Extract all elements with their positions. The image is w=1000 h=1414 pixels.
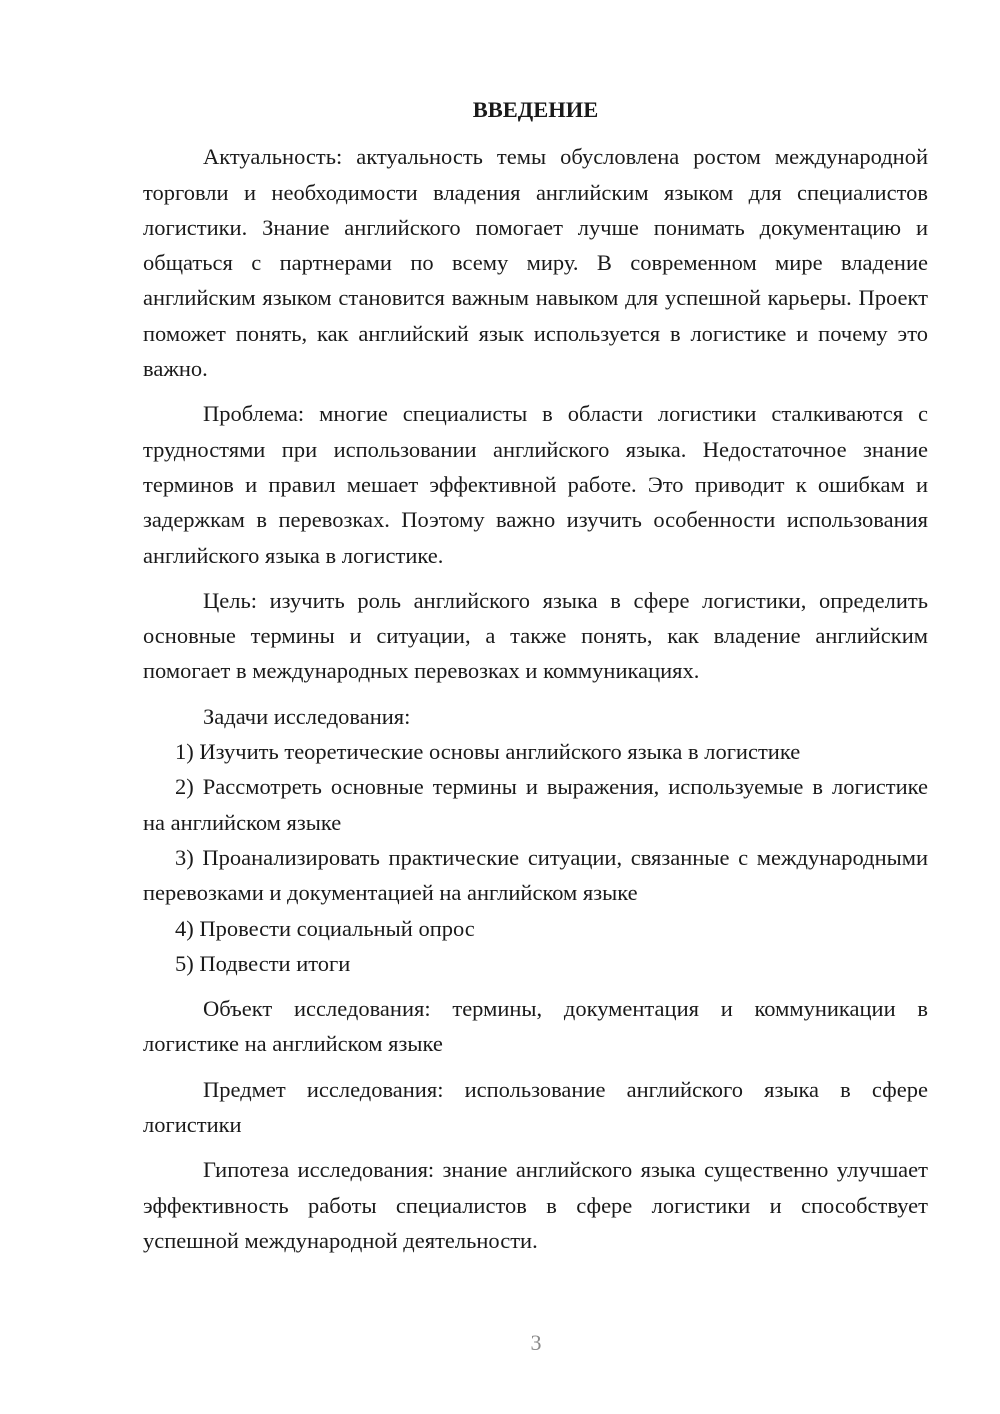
paragraph-subject: Предмет исследования: использование английского языка в сфере логистики <box>143 1076 928 1138</box>
task-item-3: 3) Проанализировать практические ситуации, связанные с международными перевозками и документацией на английском языке <box>143 844 928 906</box>
paragraph-problem: Проблема: многие специалисты в области логистики сталкиваются с трудностями при использовании английского языка. Недостаточное знание терминов и правил мешает эффективной работе. Это приводит к ошибкам и задержкам в перевозках. Поэтому важно изучить особенности использования английского языка в логистике. <box>143 401 928 568</box>
tasks-title: Задачи исследования: <box>203 703 411 729</box>
task-item-1: 1) Изучить теоретические основы английского языка в логистике <box>175 739 801 765</box>
document-page <box>143 92 928 1258</box>
paragraph-goal: Цель: изучить роль английского языка в сфере логистики, определить основные термины и ситуации, а также понять, как владение английским помогает в международных перевозках и коммуникациях. <box>143 587 928 684</box>
task-item-2: 2) Рассмотреть основные термины и выражения, используемые в логистике на английском языке <box>143 774 928 835</box>
paragraph-relevance: Актуальность: актуальность темы обусловлена ростом международной торговли и необходимости владения английским языком для специалистов логистики. Знание английского помогает лучше понимать документацию и общаться с партнерами по всему миру. В современном мире владение английским языком становится важным навыком для успешной карьеры. Проект поможет понять, как английский язык используется в логистике и почему это важно. <box>143 144 928 382</box>
task-item-4: 4) Провести социальный опрос <box>175 915 475 941</box>
paragraph-hypothesis: Гипотеза исследования: знание английского языка существенно улучшает эффективность работы специалистов в сфере логистики и способствует успешной международной деятельности. <box>143 1157 928 1253</box>
task-item-5: 5) Подвести итоги <box>175 950 351 976</box>
page-title: ВВЕДЕНИЕ <box>472 97 599 122</box>
paragraph-object: Объект исследования: термины, документация и коммуникации в логистике на английском языке <box>143 996 928 1057</box>
page-number: 3 <box>530 1330 542 1355</box>
